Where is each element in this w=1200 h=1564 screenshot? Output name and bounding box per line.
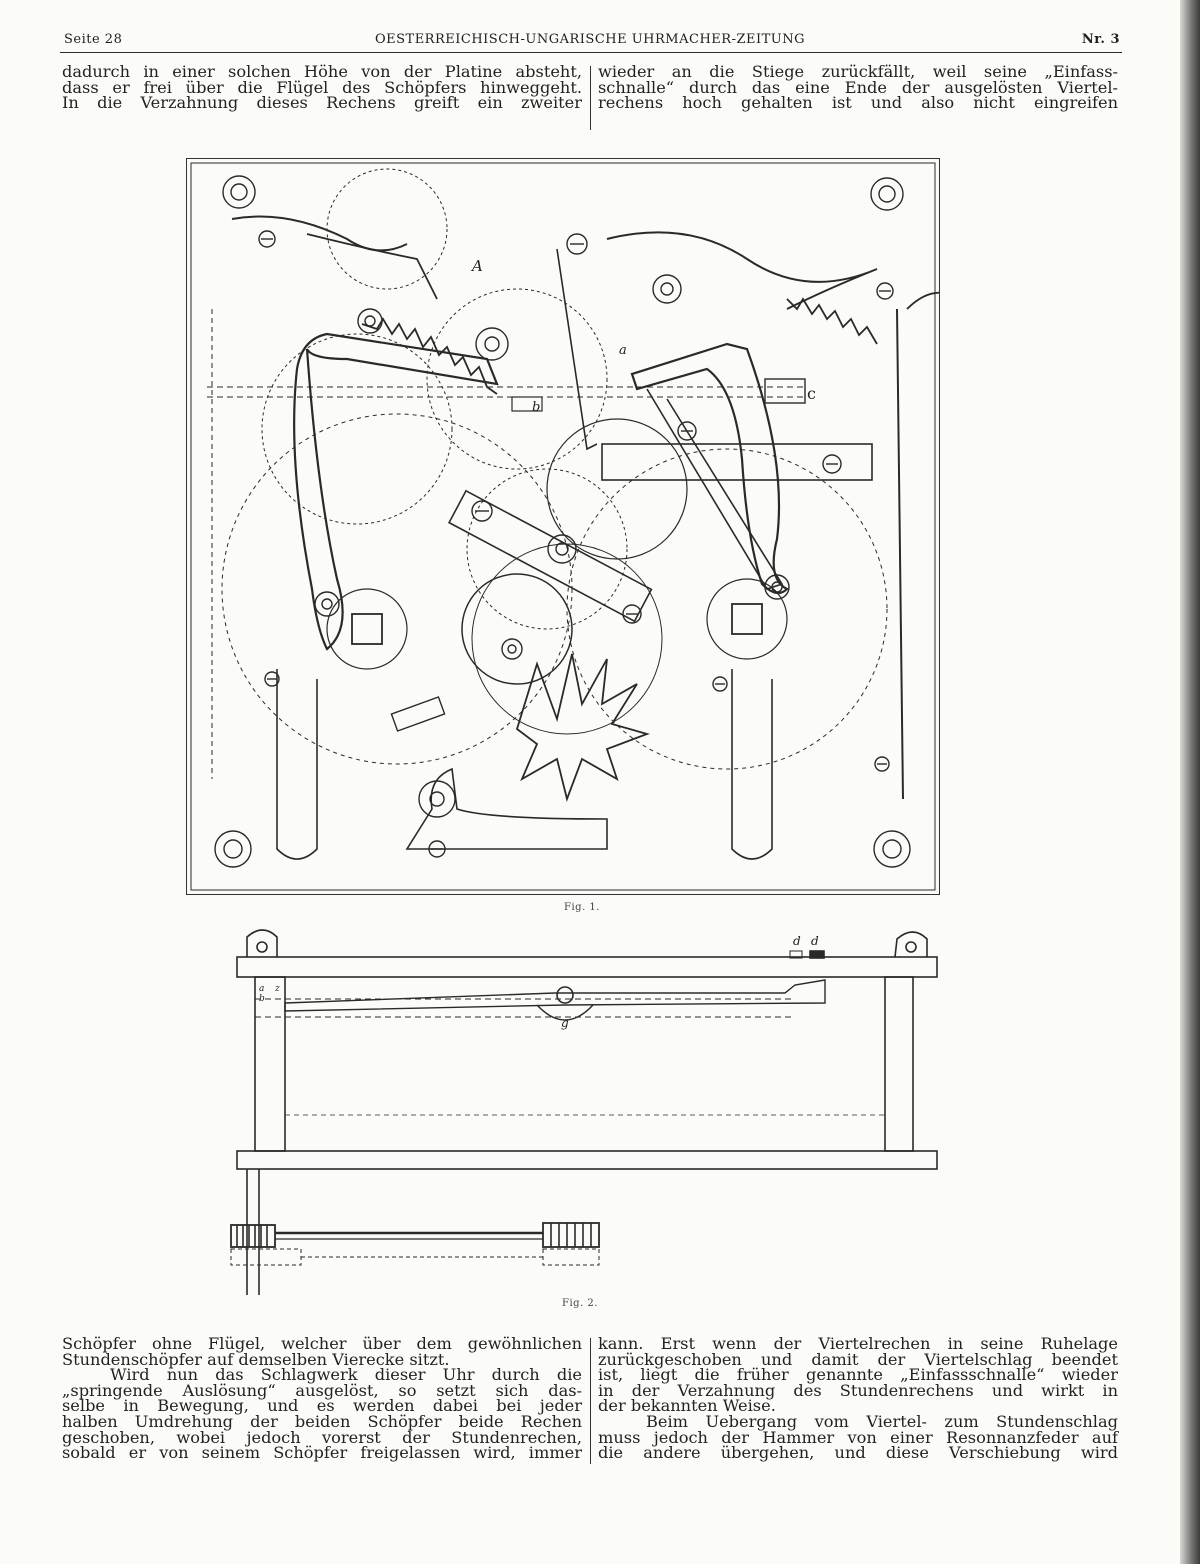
figure-label-c: c [807,384,816,403]
top-right-column [598,64,1118,111]
text-line: in der Verzahnung des Stundenrechens und wirkt in [598,1380,1118,1400]
text-line: Wird nun das Schlagwerk dieser Uhr durch die [110,1365,582,1385]
text-line: dadurch in einer solchen Höhe von der Platine absteht, [62,62,582,81]
figure-label-d: d [793,934,801,948]
column-rule-top [590,66,591,130]
text-line: zurückgeschoben und damit der Viertelschlag beendet [598,1349,1118,1369]
text-line: selbe in Bewegung, und es werden dabei bei jeder [62,1396,582,1416]
column-rule-bottom [590,1338,591,1464]
figure-2-side-view [225,925,945,1295]
figure-label-a: a [259,984,265,994]
text-line: dass er frei über die Flügel des Schöpfers hinweggeht. [62,77,582,97]
figure-label-b: b [532,400,541,415]
text-line: muss jedoch der Hammer von einer Resonnanzfeder auf [598,1427,1118,1447]
text-line: die andere übergehen, und diese Verschiebung wird [598,1443,1118,1463]
figure-2-drawing [225,925,945,1295]
text-line: In die Verzahnung dieses Rechens greift ein zweiter [62,93,582,113]
journal-title: OESTERREICHISCH-UNGARISCHE UHRMACHER-ZEITUNG [374,32,806,47]
running-header [60,32,1120,52]
figure-label-g: g [561,1016,569,1030]
figure-label-d: d [811,934,819,948]
text-line: halben Umdrehung der beiden Schöpfer beide Rechen [62,1411,582,1431]
figure-label-A: A [472,257,483,275]
text-line: schnalle“ durch das eine Ende der ausgelösten Viertel- [598,77,1118,97]
text-line: rechens hoch gehalten ist und also nicht eingreifen [598,93,1118,113]
figure-2-caption: Fig. 2. [562,1298,598,1309]
text-line: sobald er von seinem Schöpfer freigelassen wird, immer [62,1443,582,1463]
text-line: ist, liegt die früher genannte „Einfassschnalle“ wieder [598,1365,1118,1385]
header-rule [60,52,1122,53]
page-number: Seite 28 [64,32,123,47]
bottom-left-column [62,1336,582,1461]
text-line: geschoben, wobei jedoch vorerst der Stundenrechen, [62,1427,582,1447]
text-line: Schöpfer ohne Flügel, welcher über dem gewöhnlichen [62,1334,582,1353]
bottom-right-column [598,1336,1118,1461]
text-line: wieder an die Stiege zurückfällt, weil seine „Einfass- [598,62,1118,81]
text-line: Beim Uebergang vom Viertel- zum Stundenschlag [646,1411,1118,1431]
text-line: „springende Auslösung“ ausgelöst, so setzt sich das- [62,1380,582,1400]
text-line: Stundenschöpfer auf demselben Vierecke sitzt. [62,1349,450,1369]
issue-number: Nr. 3 [1081,32,1120,47]
top-left-column [62,64,582,111]
page-edge-shadow [1180,0,1200,1564]
figure-1-caption: Fig. 1. [564,902,600,913]
figure-label-b: b [259,994,265,1004]
figure-label-a: a [619,343,627,358]
figure-1-movement-plate [186,158,940,895]
figure-1-drawing [187,159,939,894]
text-line: kann. Erst wenn der Viertelrechen in seine Ruhelage [598,1334,1118,1353]
text-line: der bekannten Weise. [598,1396,776,1416]
figure-label-z: z [275,984,280,994]
